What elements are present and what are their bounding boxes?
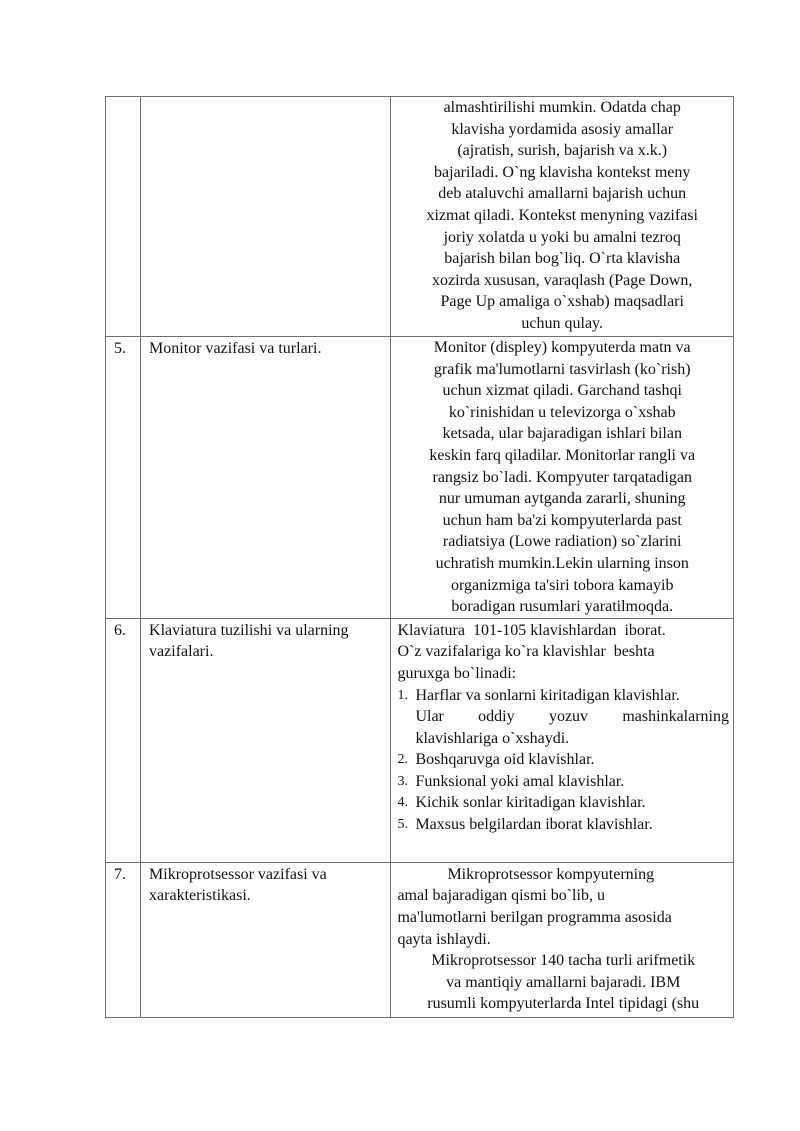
row-content [391, 862, 734, 1017]
list-number: 2. [397, 752, 408, 768]
list-number: 5. [397, 817, 408, 833]
content-line: uchun ham ba'zi kompyuterlarda past [442, 511, 682, 529]
list-item [397, 771, 729, 793]
content-line: ko`rinishidan u televizorga o`xshab [448, 403, 676, 421]
content-line: guruxga bo`linadi: [397, 664, 517, 682]
row-topic [141, 618, 391, 862]
list-item [397, 749, 729, 771]
content-line: bajariladi. O`ng klavisha kontekst meny [434, 163, 691, 181]
topic-line: Mikroprotsessor vazifasi va [149, 865, 327, 883]
list-item [397, 814, 729, 836]
content-line: rangsiz bo`ladi. Kompyuter tarqatadigan [432, 468, 692, 486]
row-topic [141, 862, 391, 1017]
table-row [106, 618, 734, 862]
row-content [391, 337, 734, 619]
list-number: 3. [397, 773, 408, 789]
topic-line: Monitor vazifasi va turlari. [149, 340, 322, 357]
row-number: 7. [106, 862, 141, 1017]
list-item [397, 685, 729, 750]
row-number: 5. [106, 337, 141, 619]
content-line: grafik ma'lumotlarni tasvirlash (ko`rish) [433, 360, 691, 378]
key-groups-list [397, 685, 729, 836]
content-line: ma'lumotlarni berilgan programma asosida [397, 908, 672, 926]
list-line: Harflar va sonlarni kiritadigan klavishlar. [415, 686, 680, 704]
content-line: Monitor (displey) kompyuterda matn va [433, 339, 691, 356]
row-topic [141, 97, 391, 337]
content-line: Mikroprotsessor 140 tacha turli arifmetik [431, 952, 696, 970]
content-line: xozirda xususan, varaqlash (Page Down, [432, 271, 693, 289]
content-line: qayta ishlaydi. [397, 930, 491, 948]
content-line: xizmat qiladi. Kontekst menyning vazifasi [426, 206, 698, 224]
content-line: organizmiga ta'siri tobora kamayib [450, 576, 674, 594]
content-line: O`z vazifalariga ko`ra klavishlar beshta [397, 643, 655, 661]
list-number: 1. [397, 687, 408, 703]
content-line: uchun qulay. [521, 314, 604, 332]
list-item [397, 792, 729, 814]
list-line: klavishlariga o`xshaydi. [415, 729, 570, 747]
row-number [106, 97, 141, 337]
content-line: deb ataluvchi amallarni bajarish uchun [438, 185, 687, 203]
content-line: (ajratish, surish, bajarish va x.k.) [457, 142, 668, 160]
list-line: Maxsus belgilardan iborat klavishlar. [415, 816, 653, 834]
list-line: Kichik sonlar kiritadigan klavishlar. [415, 794, 646, 812]
content-line: Klaviatura 101-105 klavishlardan iborat. [397, 621, 666, 639]
content-line: radiatsiya (Lowe radiation) so`zlarini [442, 533, 682, 551]
topic-line: vazifalari. [149, 643, 214, 661]
list-line: Ular oddiy yozuv mashinkalarning [415, 708, 729, 726]
content-line: uchratish mumkin.Lekin ularning inson [435, 554, 689, 572]
content-line: keskin farq qiladilar. Monitorlar rangli va [429, 446, 696, 464]
table-row [106, 337, 734, 619]
row-topic [141, 337, 391, 619]
topics-table [105, 96, 734, 1018]
content-line: ketsada, ular bajaradigan ishlari bilan [442, 425, 682, 443]
row-content [391, 618, 734, 862]
content-line: nur umuman aytganda zararli, shuning [438, 490, 686, 508]
topic-line: xarakteristikasi. [149, 887, 251, 905]
content-line: va mantiqiy amallarni bajaradi. IBM [446, 973, 681, 991]
content-line: klavisha yordamida asosiy amallar [451, 120, 674, 138]
content-line: boradigan rusumlari yaratilmoqda. [451, 598, 674, 616]
content-line: Page Up amaliga o`xshab) maqsadlari [440, 293, 684, 311]
content-line: bajarish bilan bog`liq. O`rta klavisha [444, 250, 681, 268]
content-line: Mikroprotsessor kompyuterning [447, 865, 655, 883]
table-row [106, 97, 734, 337]
table-row [106, 862, 734, 1017]
content-line: almashtirilishi mumkin. Odatda chap [443, 99, 681, 116]
topic-line: Klaviatura tuzilishi va ularning [149, 621, 349, 639]
content-line: joriy xolatda u yoki bu amalni tezroq [443, 228, 681, 246]
row-content [391, 97, 734, 337]
row-number: 6. [106, 618, 141, 862]
content-line: amal bajaradigan qismi bo`lib, u [397, 887, 605, 905]
content-line: rusumli kompyuterlarda Intel tipidagi (shu [427, 995, 700, 1013]
list-number: 4. [397, 795, 408, 811]
content-line: uchun xizmat qiladi. Garchand tashqi [442, 382, 682, 400]
list-line: Funksional yoki amal klavishlar. [415, 772, 625, 790]
list-line: Boshqaruvga oid klavishlar. [415, 751, 595, 769]
